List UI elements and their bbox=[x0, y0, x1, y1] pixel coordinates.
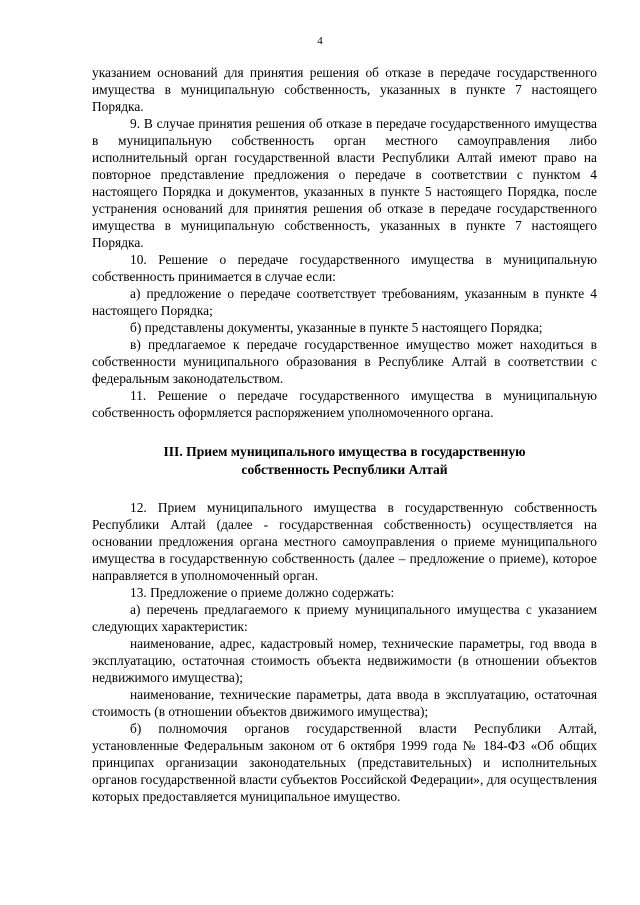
paragraph-item-13: 13. Предложение о приеме должно содержать: bbox=[130, 585, 395, 600]
paragraph-item-13a: а) перечень предлагаемого к приему муниципального имущества с указанием следующих характеристик: bbox=[92, 602, 597, 634]
paragraph-continuation: указанием оснований для принятия решения об отказе в передаче государственного имущества в муниципальную собственность, указанных в пункте 7 настоящего Порядка. bbox=[92, 65, 597, 114]
paragraph-item-13b: б) полномочия органов государственной власти Республики Алтай, установленные Федеральным законом от 6 октября 1999 года № 184-ФЗ «Об общих принципах организации законодательных (представительных) и исполнительных органов государственной власти субъектов Российской Федерации», для осуществления которых предоставляется муниципальное имущество. bbox=[92, 721, 597, 804]
paragraph-item-10a: а) предложение о передаче соответствует требованиям, указанным в пункте 4 настоящего Порядка; bbox=[92, 286, 597, 318]
paragraph-item-11: 11. Решение о передаче государственного имущества в муниципальную собственность оформляется распоряжением уполномоченного органа. bbox=[92, 388, 597, 420]
paragraph-item-10c: в) предлагаемое к передаче государственное имущество может находиться в собственности муниципального образования в Республике Алтай в соответствии с федеральным законодательством. bbox=[92, 337, 597, 386]
section-heading bbox=[92, 443, 597, 479]
paragraph-item-9: 9. В случае принятия решения об отказе в передаче государственного имущества в муниципальную собственность орган местного самоуправления либо исполнительный орган государственной власти Республики Алтай имеют право на повторное представление предложения о передаче в соответствии с пунктом 4 настоящего Порядка и документов, указанных в пункте 5 настоящего Порядка, после устранения оснований для принятия решения об отказе в передаче государственного имущества в муниципальную собственность, указанных в пункте 7 настоящего Порядка. bbox=[92, 116, 597, 250]
paragraph-item-13a-real-estate: наименование, адрес, кадастровый номер, технические параметры, год ввода в эксплуатацию, остаточная стоимость объекта недвижимости (в отношении объектов недвижимого имущества); bbox=[92, 636, 597, 685]
paragraph-item-10: 10. Решение о передаче государственного имущества в муниципальную собственность принимается в случае если: bbox=[92, 252, 597, 284]
page-number: 4 bbox=[317, 35, 323, 47]
paragraph-item-12: 12. Прием муниципального имущества в государственную собственность Республики Алтай (далее - государственная собственность) осуществляется на основании предложения органа местного самоуправления о приеме муниципального имущества в государственную собственность (далее – предложение о приеме), которое направляется в уполномоченный орган. bbox=[92, 500, 597, 583]
section-heading-line-2: собственность Республики Алтай bbox=[241, 462, 448, 477]
paragraph-item-13a-movable: наименование, технические параметры, дата ввода в эксплуатацию, остаточная стоимость (в отношении объектов движимого имущества); bbox=[92, 687, 597, 719]
document-body bbox=[92, 64, 597, 805]
section-heading-line-1: III. Прием муниципального имущества в государственную bbox=[163, 444, 526, 459]
paragraph-item-10b: б) представлены документы, указанные в пункте 5 настоящего Порядка; bbox=[130, 320, 543, 335]
